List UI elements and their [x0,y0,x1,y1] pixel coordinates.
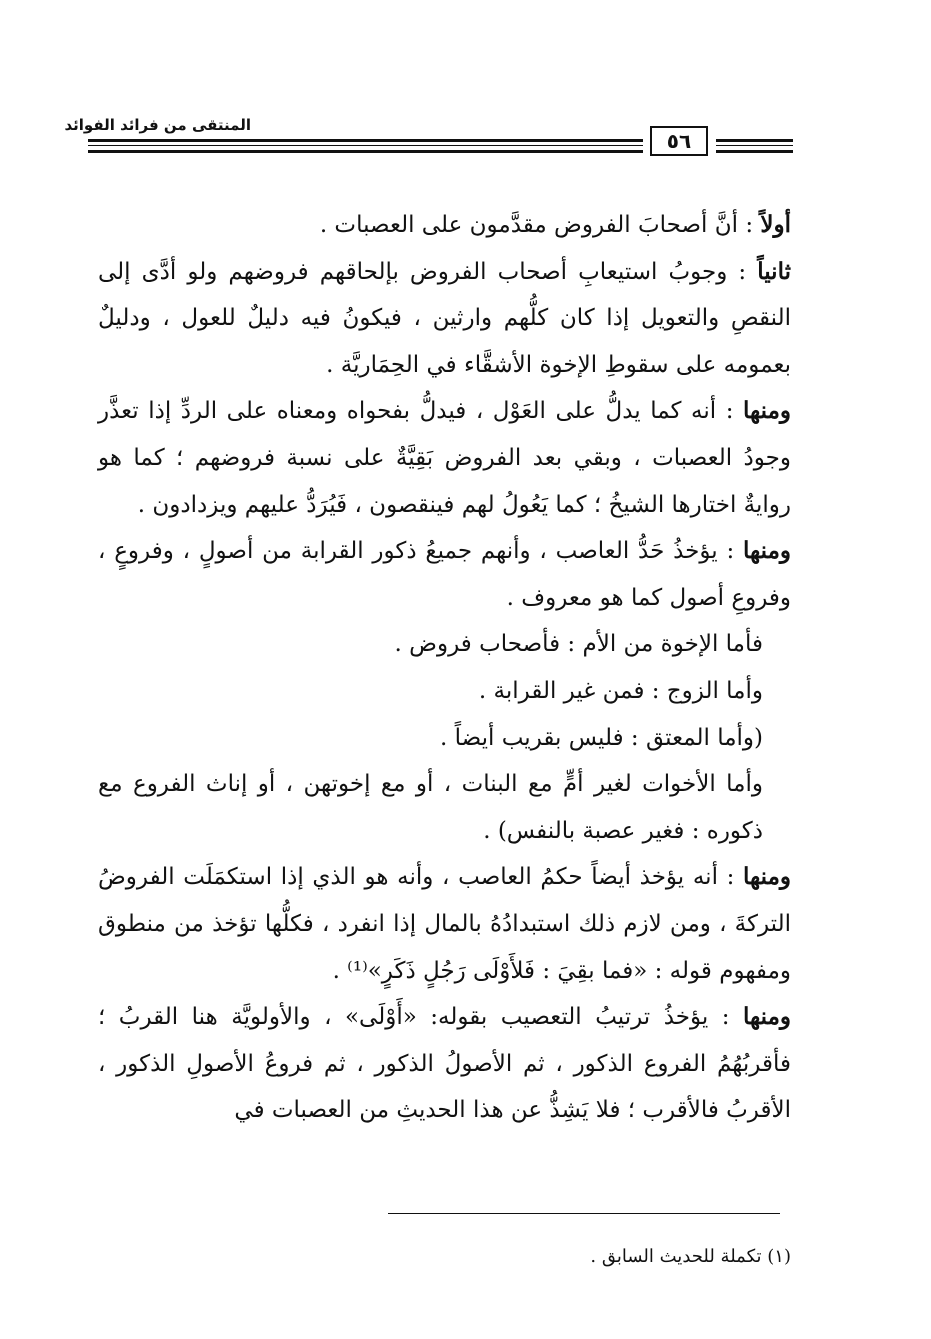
paragraph [98,994,791,1134]
running-header-title: المنتقى من فرائد الفوائد [64,116,251,134]
paragraph [98,854,791,994]
paragraph-text: : يؤخذُ ترتيبُ التعصيب بقوله: «أَوْلَى» ، والأولويَّة هنا القربُ ؛ فأقربُهُمُ الفروع الذكور ، ثم الأصولُ الذكور ، ثم فروعُ الأصولِ الذكور ، الأقربُ فالأقرب ؛ فلا يَشِذُّ عن هذا الحديثِ من العصبات في [98,1004,791,1124]
paragraph [98,715,791,762]
paragraph-lead: ومنها [743,537,791,565]
paragraph [98,761,791,854]
footnote [590,1246,791,1267]
paragraph-lead: ومنها [743,397,791,425]
page-number-box: ٥٦ [650,126,708,156]
header-rule-right [716,139,793,153]
paragraph [98,668,791,715]
paragraph-text: (وأما المعتق : فليس بقريب أيضاً . [440,724,763,751]
footnote-separator [388,1213,780,1214]
footnote-text: تكملة للحديث السابق . [590,1246,762,1267]
paragraph-text: : أنه يؤخذ أيضاً حكمُ العاصب ، وأنه هو الذي إذا استكمَلَت الفروضُ التركةَ ، ومن لازم ذلك استبدادُهُ بالمال إذا انفرد ، فكلُّها تؤخذ من منطوق ومفهوم قوله : «فما بقِيَ : فَلأَوْلَى رَجُلٍ ذَكَرٍ»⁽¹⁾ . [98,864,791,984]
paragraph-text: : وجوبُ استيعابِ أصحاب الفروض بإلحاقهم فروضهم ولو أدَّى إلى النقصِ والتعويل إذا كان كلُّهم وارثين ، فيكونُ فيه دليلٌ للعول ، ودليلٌ بعمومه على سقوطِ الإخوة الأشقَّاء في الحِمَاريَّة . [98,258,791,378]
paragraph [98,528,791,621]
header-rule-left [88,139,643,153]
paragraph-lead: أولاً [760,211,791,238]
paragraph-text: : أنه كما يدلُّ على العَوْل ، فيدلُّ بفحواه ومعناه على الردِّ إذا تعذَّر وجودُ العصبات ، وبقي بعد الفروض بَقِيَّةٌ على نسبة فروضهم ؛ كما هو روايةٌ اختارها الشيخُ ؛ كما يَعُولُ لهم فينقصون ، فَيُرَدُّ عليهم ويزدادون . [98,398,791,518]
paragraph [98,621,791,668]
paragraph [98,388,791,528]
paragraph-text: : يؤخذُ حَدُّ العاصب ، وأنهم جميعُ ذكور القرابة من أصولٍ ، وفروعٍ ، وفروعِ أصول كما هو معروف . [98,538,791,611]
main-text [98,202,791,1134]
paragraph-text: فأما الإخوة من الأم : فأصحاب فروض . [394,631,763,658]
paragraph-lead: ومنها [743,863,791,891]
paragraph-text: وأما الزوج : فمن غير القرابة . [478,677,763,704]
paragraph [98,202,791,249]
paragraph-text: : أنَّ أصحابَ الفروض مقدَّمون على العصبات . [319,212,761,238]
paragraph [98,249,791,389]
paragraph-lead: ثانياً [757,257,791,285]
footnote-marker: (١) [767,1246,791,1267]
paragraph-lead: ومنها [743,1003,791,1031]
paragraph-text: وأما الأخوات لغير أمٍّ مع البنات ، أو مع إخوتهن ، أو إناث الفروع مع ذكوره : فغير عصبة بالنفس) . [98,771,763,844]
